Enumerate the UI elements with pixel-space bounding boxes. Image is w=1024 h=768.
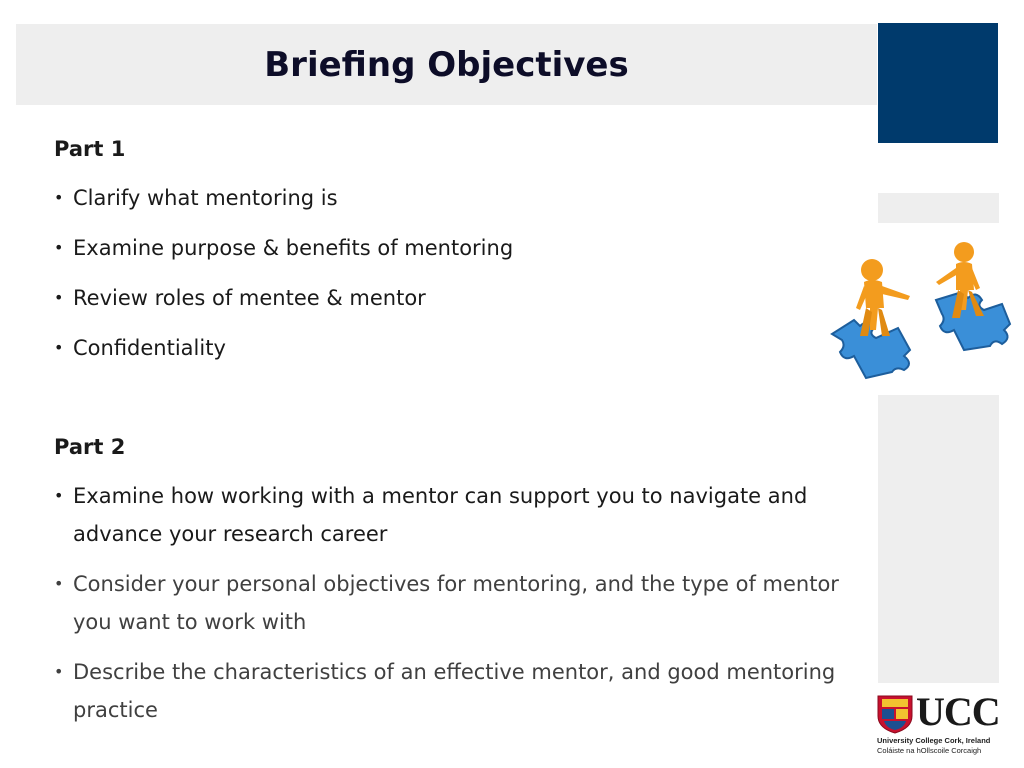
accent-block xyxy=(878,23,998,143)
ucc-logo xyxy=(876,689,1001,758)
title-bar xyxy=(16,24,877,105)
logo-wordmark: UCC xyxy=(916,689,1000,734)
part-1-bullet: • Review roles of mentee & mentor xyxy=(54,279,844,317)
decor-strip xyxy=(878,193,999,223)
figures-on-puzzle-pieces-icon xyxy=(824,238,1014,380)
part-2-bullet: • Describe the characteristics of an effective mentor, and good mentoring practice xyxy=(54,653,844,729)
ucc-crest-icon xyxy=(876,694,914,734)
part-2-bullet: • Consider your personal objectives for mentoring, and the type of mentor you want to work with xyxy=(54,565,844,641)
part-2-heading: Part 2 xyxy=(54,435,126,459)
decor-panel xyxy=(878,395,999,683)
slide-title: Briefing Objectives xyxy=(264,44,629,85)
logo-subtitle-irish: Coláiste na hOllscoile Corcaigh xyxy=(877,746,982,755)
part-2-bullet: • Examine how working with a mentor can support you to navigate and advance your research career xyxy=(54,477,844,553)
part-1-bullet: • Clarify what mentoring is xyxy=(54,179,844,217)
part-1-bullet: • Examine purpose & benefits of mentoring xyxy=(54,229,844,267)
logo-subtitle-english: University College Cork, Ireland xyxy=(877,736,991,745)
part-1-bullet: • Confidentiality xyxy=(54,329,844,367)
part-1-heading: Part 1 xyxy=(54,137,126,161)
